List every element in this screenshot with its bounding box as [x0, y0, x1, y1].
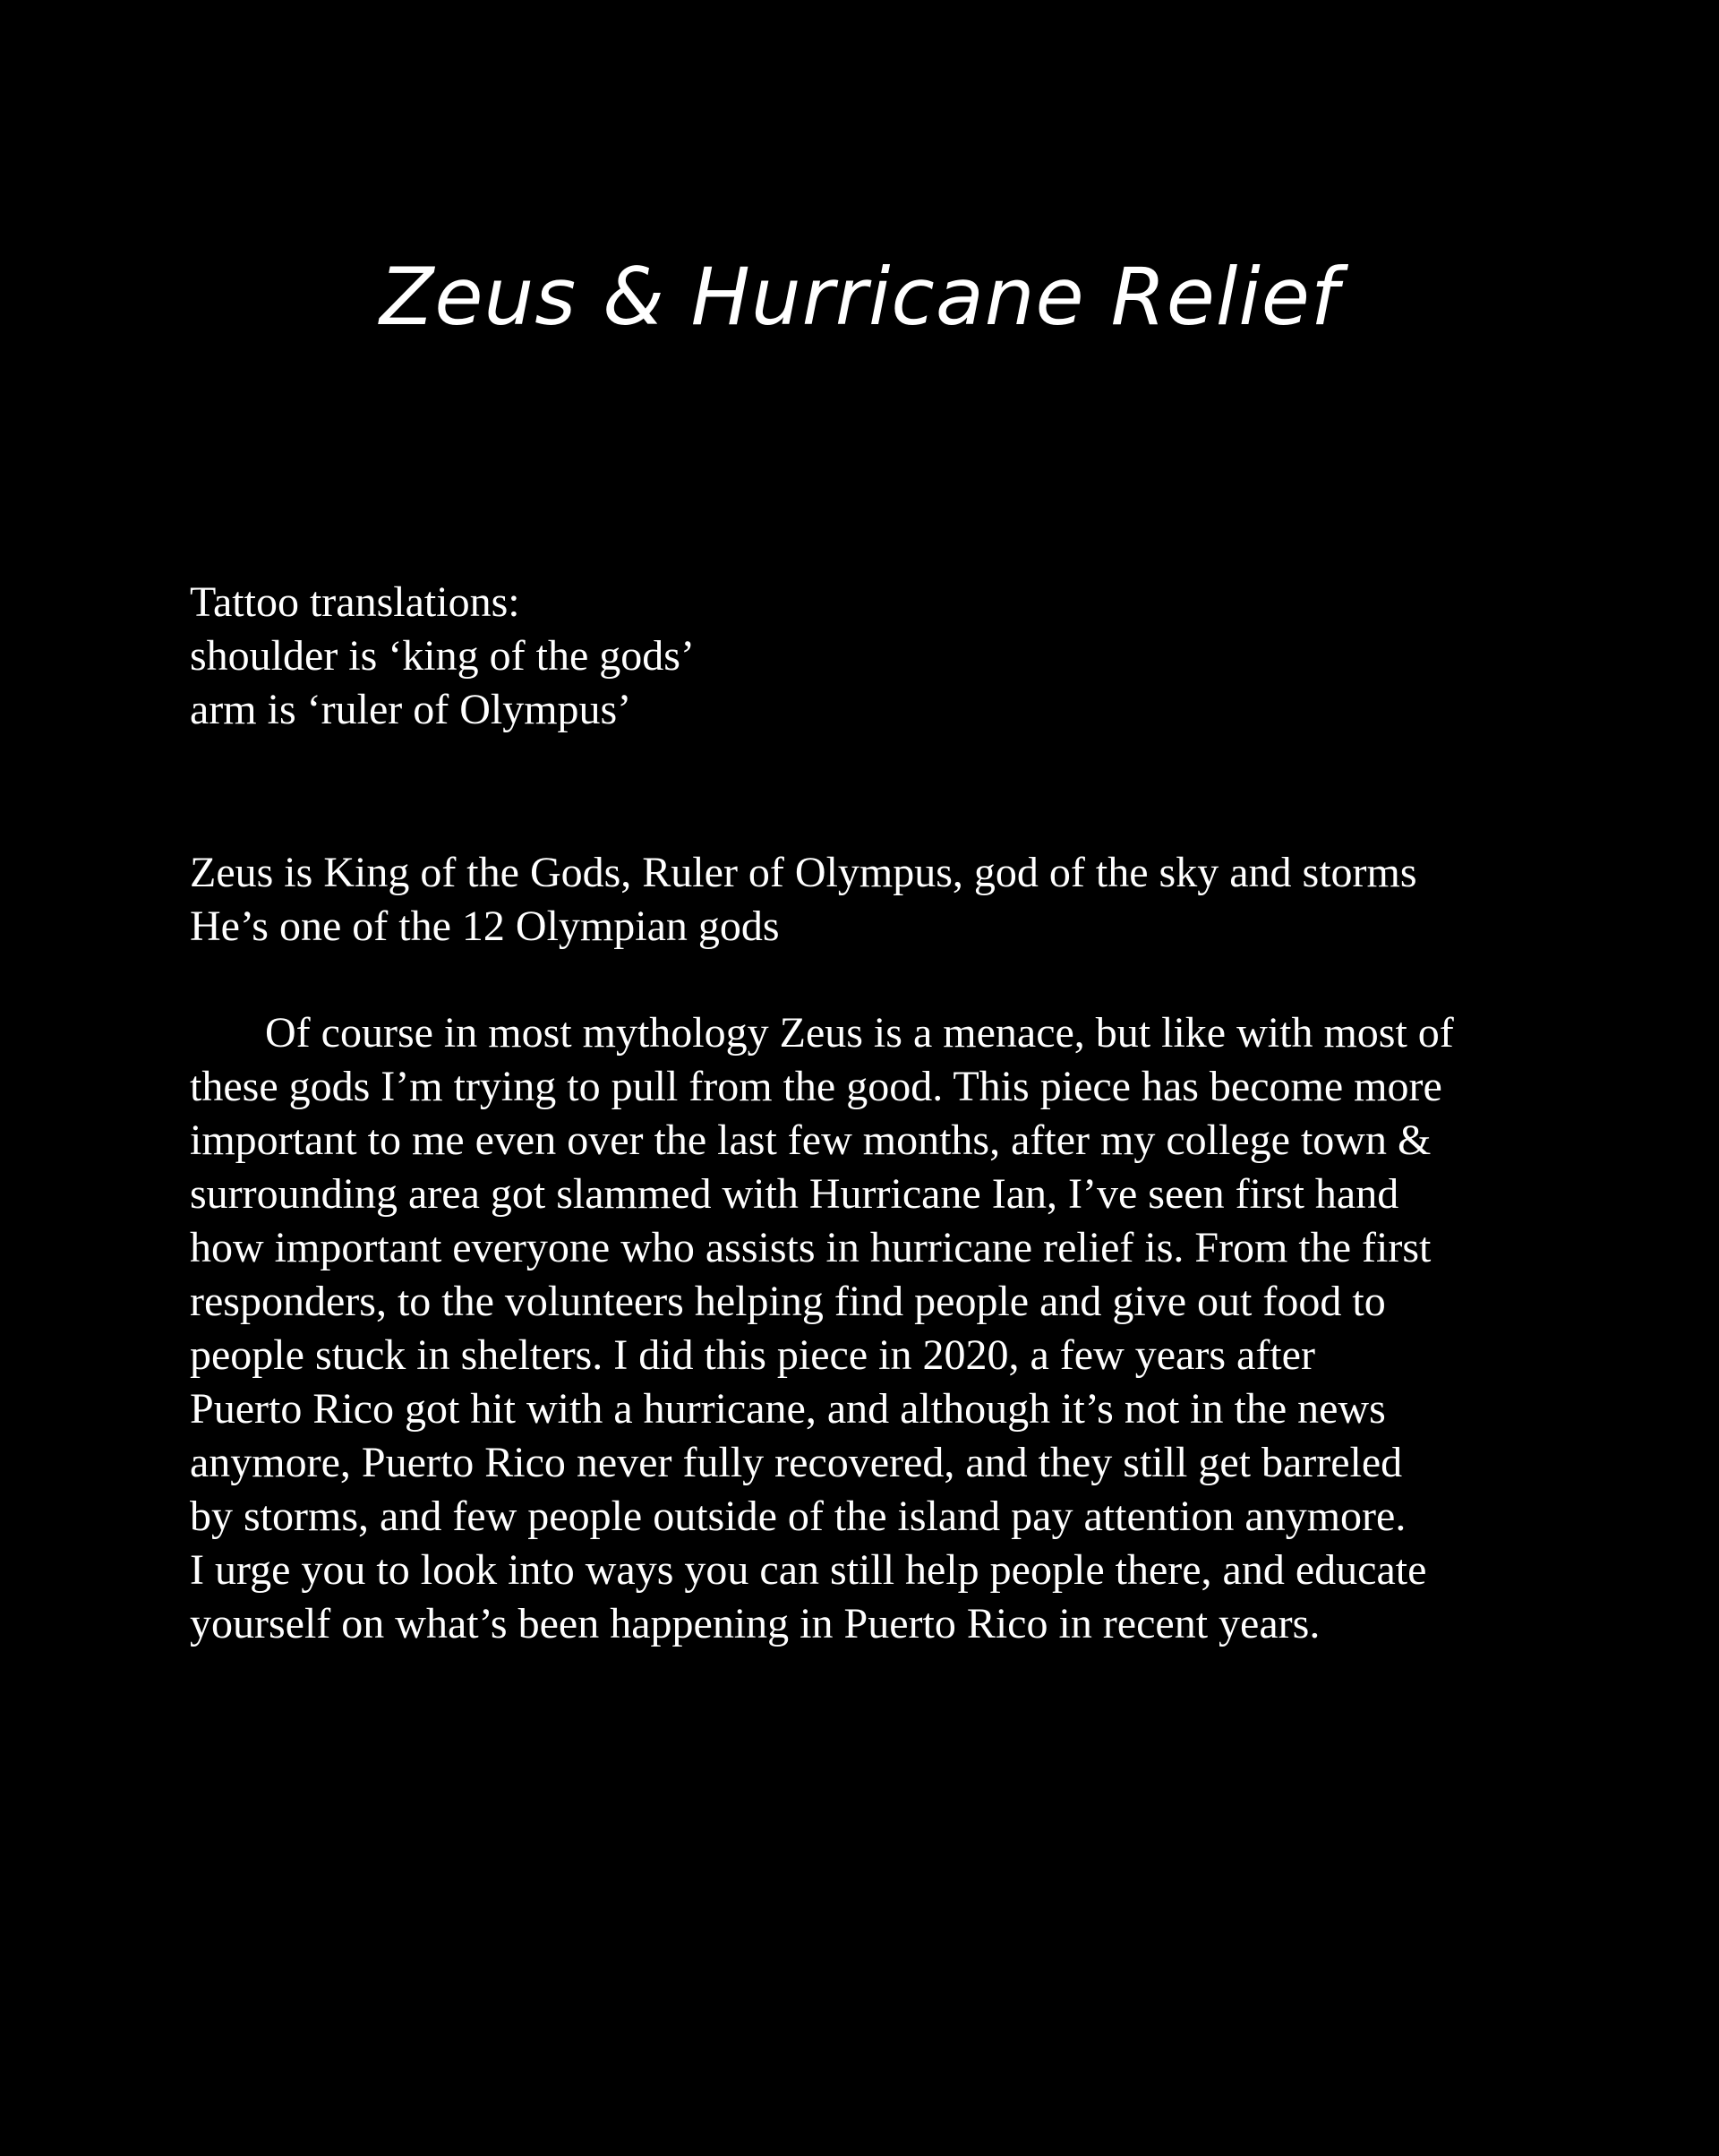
story-line: responders, to the volunteers helping find people and give out food to [190, 1278, 1386, 1325]
fact-line: Zeus is King of the Gods, Ruler of Olympus, god of the sky and storms [190, 849, 1417, 896]
story-line: people stuck in shelters. I did this piece in 2020, a few years after [190, 1331, 1315, 1379]
story-paragraph [190, 1006, 1622, 1651]
translation-arm: arm is ‘ruler of Olympus’ [190, 686, 632, 733]
story-line: important to me even over the last few months, after my college town & [190, 1116, 1432, 1164]
story-line: these gods I’m trying to pull from the good. This piece has become more [190, 1063, 1442, 1110]
translation-shoulder: shoulder is ‘king of the gods’ [190, 632, 695, 680]
story-line: I urge you to look into ways you can still help people there, and educate [190, 1546, 1427, 1594]
tattoo-translations [190, 576, 1622, 737]
page-title: Zeus & Hurricane Relief [380, 251, 1339, 343]
fact-line: He’s one of the 12 Olympian gods [190, 903, 780, 950]
story-line: how important everyone who assists in hurricane relief is. From the first [190, 1224, 1432, 1271]
story-line: yourself on what’s been happening in Puerto Rico in recent years. [190, 1600, 1321, 1647]
story-line: by storms, and few people outside of the island pay attention anymore. [190, 1493, 1407, 1540]
story-line: Puerto Rico got hit with a hurricane, and although it’s not in the news [190, 1385, 1386, 1433]
story-line: Of course in most mythology Zeus is a menace, but like with most of [265, 1009, 1454, 1057]
story-line: surrounding area got slammed with Hurricane Ian, I’ve seen first hand [190, 1170, 1399, 1218]
zeus-facts [190, 846, 1622, 954]
translations-heading: Tattoo translations: [190, 578, 520, 626]
story-line: anymore, Puerto Rico never fully recovered, and they still get barreled [190, 1439, 1403, 1486]
